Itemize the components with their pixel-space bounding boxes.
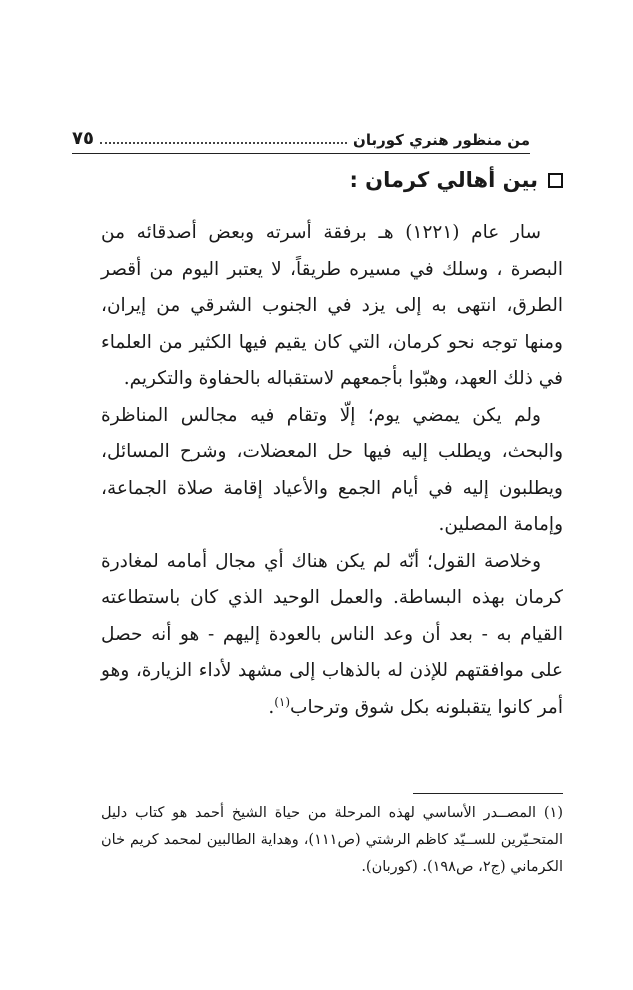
footnote-text: المصــدر الأساسي لهذه المرحلة من حياة الشيخ أحمد هو كتاب دليل المتحـيّرين للســيّد كاظم الرشتي (ص١١١)، وهداية الطالبين لمحمد كريم خان الكرماني (ج٢، ص١٩٨). (كوربان). [101,805,563,875]
square-bullet-icon [548,173,563,188]
paragraph-2: ولم يكن يمضي يوم؛ إلّا وتقام فيه مجالس المناظرة والبحث، ويطلب إليه فيها حل المعضلات، وشرح المسائل، ويطلبون إليه في أيام الجمع والأعياد إقامة صلاة الجماعة، وإمامة المصلين. [101,404,563,535]
running-title: من منظور هنري كوربان [353,131,530,149]
paragraph-3: وخلاصة القول؛ أنّه لم يكن هناك أي مجال أمامه لمغادرة كرمان بهذه البساطة. والعمل الوحيد الذي كان باستطاعته القيام به - بعد أن وعد الناس بالعودة إليهم - هو أنه حصل على موافقتهم للإذن له بالذهاب إلى مشهد لأداء الزيارة، وهو أمر كانوا يتقبلونه بكل شوق وترحاب$^{(١)}$. [101,550,563,718]
paragraph-1: سار عام (١٢٢١) هـ برفقة أسرته وبعض أصدقائه من البصرة ، وسلك في مسيره طريقاً، لا يعتبر اليوم من أقصر الطرق، انتهى به إلى يزد في الجنوب الشرقي من إيران، ومنها توجه نحو كرمان، التي كان يقيم فيها الكثير من العلماء في ذلك العهد، وهبّوا بأجمعهم لاستقباله بالحفاوة والتكريم. [101,222,563,389]
body-text [101,215,563,726]
page-number: ٧٥ [72,128,94,149]
leader-dots [100,142,347,144]
section-heading [103,168,563,192]
running-header [72,114,530,154]
section-heading-text: بين أهالي كرمان : [349,168,538,192]
footnote-separator [413,793,563,794]
footnote [101,800,563,881]
footnote-reference[interactable]: (١) [274,694,291,709]
footnote-number: (١) [543,805,563,821]
paragraph-3-text: وخلاصة القول؛ أنّه لم يكن هناك أي مجال أمامه لمغادرة كرمان بهذه البساطة. والعمل الوحيد الذي كان باستطاعته القيام به - بعد أن وعد الناس بالعودة إليهم - هو أنه حصل على موافقتهم للإذن له بالذهاب إلى مشهد لأداء الزيارة، وهو أمر كانوا يتقبلونه بكل شوق وترحاب [101,550,563,718]
